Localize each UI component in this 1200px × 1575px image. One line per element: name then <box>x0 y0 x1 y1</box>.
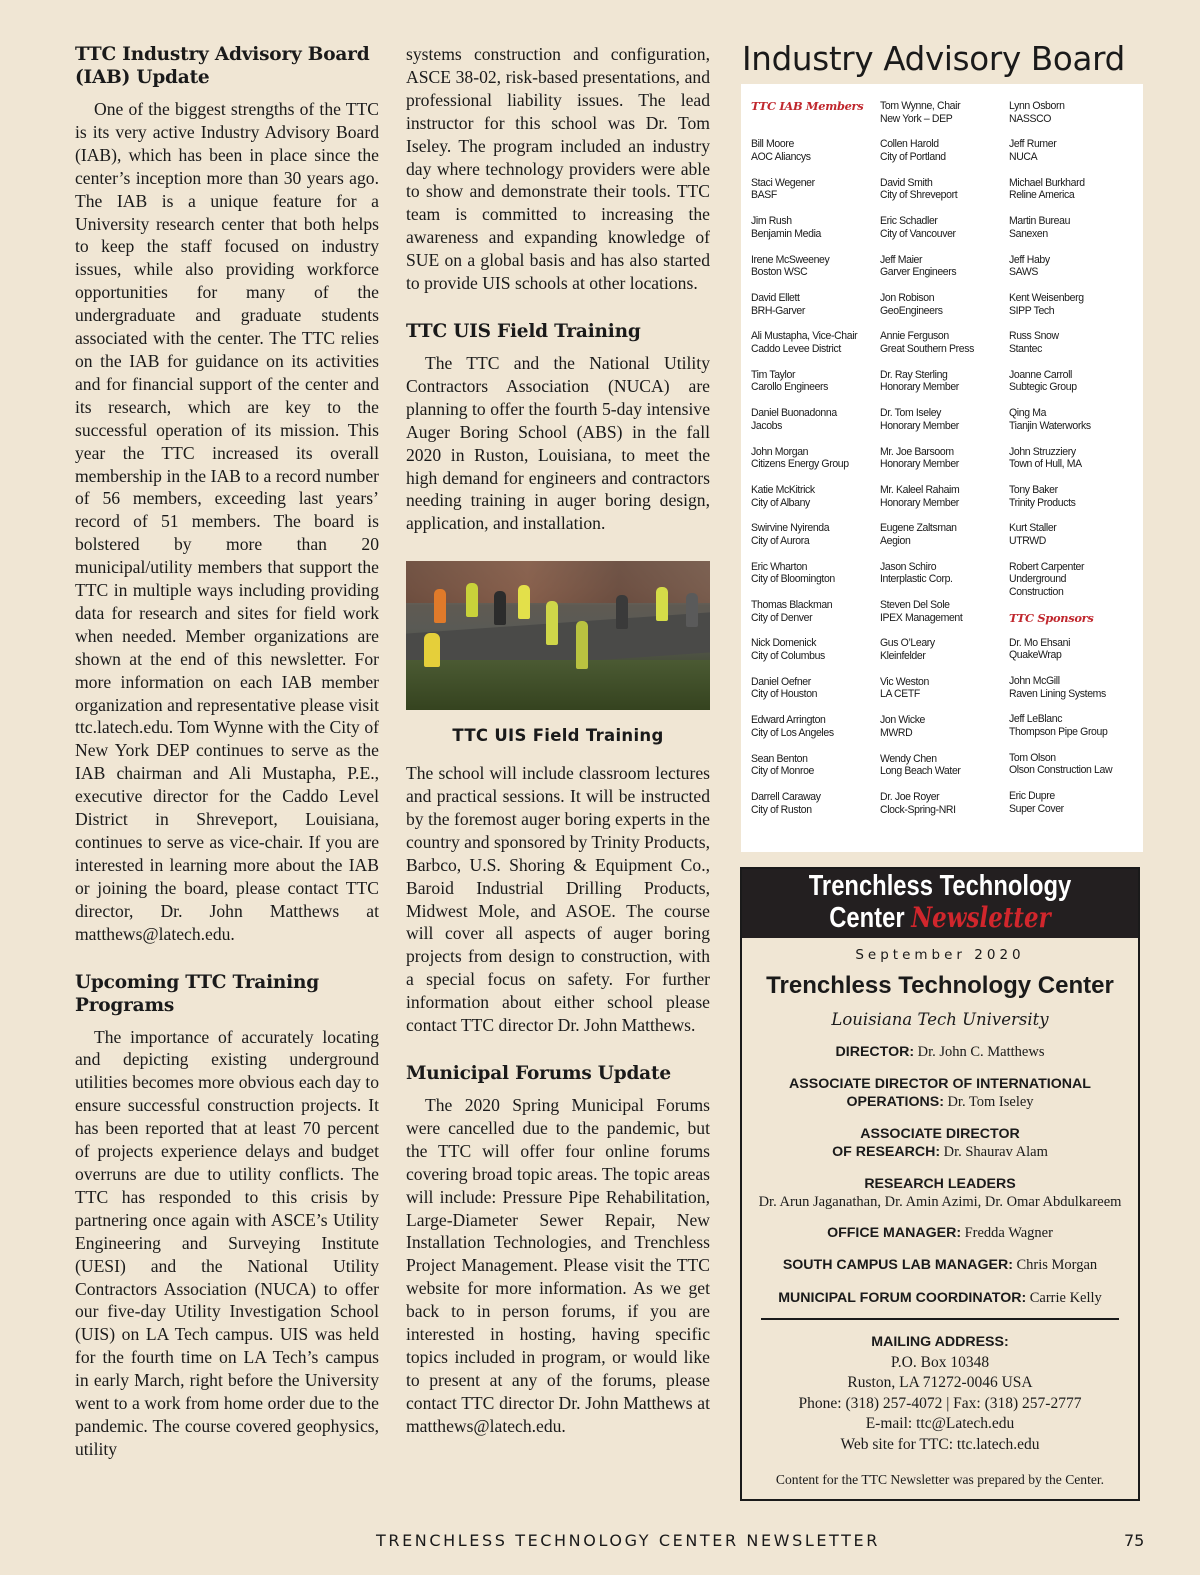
iab-member-entry <box>1009 637 1127 675</box>
left-article-column <box>75 43 379 1461</box>
member-organization: Carollo Engineers <box>751 381 829 394</box>
member-organization: Garver Engineers <box>880 266 957 279</box>
running-title: TRENCHLESS TECHNOLOGY CENTER NEWSLETTER <box>376 1531 880 1550</box>
member-organization: City of Ruston <box>751 803 812 816</box>
iab-member-entry <box>880 215 998 253</box>
iab-member-entry <box>751 714 869 752</box>
iab-member-entry <box>751 446 869 484</box>
member-name: Annie Ferguson <box>880 330 949 343</box>
iab-update-heading: TTC Industry Advisory Board (IAB) Update <box>75 44 370 88</box>
iab-member-entry <box>880 484 998 522</box>
member-organization: City of Shreveport <box>880 189 958 202</box>
iab-member-entry <box>751 254 869 292</box>
iab-member-entry <box>880 292 998 330</box>
office-manager-line: OFFICE MANAGER: Fredda Wagner <box>827 1224 1053 1241</box>
iab-member-entry <box>751 369 869 407</box>
member-organization: BASF <box>751 189 777 202</box>
member-name: David Ellett <box>751 291 800 304</box>
member-organization: Reline America <box>1009 189 1075 202</box>
member-organization: IPEX Management <box>880 611 963 624</box>
member-name: John Struzziery <box>1009 445 1076 458</box>
training-continued-body: systems construction and configuration, ASCE 38-02, risk-based presentations, and professional liability issues. The lead instructor for this school was Dr. Tom Iseley. The program included an industry day where technology providers were able to show and demonstrate their tools. TTC team is committed to increasing the awareness and expanding knowledge of SUE on a global basis and has also started to provide UIS schools at other locations. <box>406 44 710 294</box>
member-organization: Subtegic Group <box>1009 381 1077 394</box>
training-programs-body: The importance of accurately locating and depicting existing underground utilities becomes more obvious each day to ensure successful construction projects. It has been reported that at least 70 percent of projects experience delays and budget overruns are due to utility conflicts. The TTC has responded to this crisis by partnering once again with ASCE’s Utility Engineering and Surveying Institute (UESI) and the National Utility Contractors Association (NUCA) to offer our five-day Utility Investigation School (UIS) on LA Tech campus. UIS was held for the fourth time on LA Tech’s campus in early March, right before the University went to a work from home order due to the pandemic. The course covered geophysics, utility <box>75 1026 379 1459</box>
member-name: Darrell Caraway <box>751 791 821 804</box>
member-name: Eric Dupre <box>1009 790 1055 803</box>
iab-member-entry <box>1009 254 1127 292</box>
member-organization: Honorary Member <box>880 458 959 471</box>
member-name: Dr. Mo Ehsani <box>1009 636 1071 649</box>
member-organization: NASSCO <box>1009 112 1052 125</box>
member-name: Jeff Haby <box>1009 253 1050 266</box>
member-name: Lynn Osborn <box>1009 100 1065 112</box>
iab-member-entry <box>880 561 998 599</box>
member-organization: City of Denver <box>751 611 813 624</box>
email-line: E-mail: ttc@Latech.edu <box>865 1415 1015 1433</box>
iab-member-entry <box>751 407 869 445</box>
member-organization: Town of Hull, MA <box>1009 458 1082 471</box>
member-name: Nick Domenick <box>751 637 817 650</box>
iab-members-box <box>741 84 1143 852</box>
member-organization: Tianjin Waterworks <box>1009 419 1091 432</box>
iab-member-entry <box>1009 790 1127 828</box>
member-organization: City of Aurora <box>751 534 810 547</box>
member-name: Russ Snow <box>1009 330 1059 343</box>
member-name: Daniel Buonadonna <box>751 407 837 420</box>
field-training-heading: TTC UIS Field Training <box>406 320 641 342</box>
member-name: Vic Weston <box>880 675 929 688</box>
member-name: Collen Harold <box>880 138 939 151</box>
member-name: Gus O’Leary <box>880 637 935 650</box>
research-leaders-line: RESEARCH LEADERS Dr. Arun Jaganathan, Dr. Amin Azimi, Dr. Omar Abdulkareem <box>758 1175 1122 1210</box>
training-programs-heading: Upcoming TTC Training Programs <box>75 971 319 1016</box>
newsletter-masthead-box <box>740 867 1140 1501</box>
iab-sponsors-heading: TTC Sponsors <box>1009 610 1094 625</box>
member-name: Ali Mustapha, Vice-Chair <box>751 330 858 343</box>
lab-manager-line: SOUTH CAMPUS LAB MANAGER: Chris Morgan <box>782 1257 1098 1273</box>
mailing-address: MAILING ADDRESS: P.O. Box 10348 Ruston, LA 71272-0046 USA Phone: (318) 257-4072 | Fax: (318) 257-2777 E-mail: ttc@Latech.edu Web site for TTC: ttc.latech.edu <box>746 1332 1134 1456</box>
assoc-intl-line: ASSOCIATE DIRECTOR OF INTERNATIONAL OPERATIONS: Dr. Tom Iseley <box>789 1075 1091 1110</box>
member-organization: Benjamin Media <box>751 227 821 240</box>
iab-member-entry <box>1009 484 1127 522</box>
school-body: The school will include classroom lectures and practical sessions. It will be instructed by the foremost auger boring experts in the country and sponsored by Trinity Products, Barbco, U.S. Shoring & Equipment Co., Baroid Industrial Drilling Products, Midwest Mole, and ASOE. The course will cover all aspects of auger boring projects from design to construction, with a special focus on safety. For further information about either school please contact TTC director Dr. John Matthews. <box>406 763 710 1036</box>
member-name: Tim Taylor <box>751 368 796 381</box>
member-organization: Honorary Member <box>880 419 959 432</box>
newsletter-header-line2: Center Newsletter <box>829 901 1051 934</box>
member-name: David Smith <box>880 176 933 189</box>
member-organization: New York – DEP <box>880 112 953 125</box>
member-name: Jeff Maier <box>880 253 923 266</box>
member-name: Edward Arrington <box>751 714 826 727</box>
university-name: Louisiana Tech University <box>831 1010 1049 1029</box>
director-line: DIRECTOR: Dr. John C. Matthews <box>835 1044 1045 1060</box>
member-name: Eugene Zaltsman <box>880 522 957 535</box>
member-organization: Super Cover <box>1009 802 1064 815</box>
iab-update-body: One of the biggest strengths of the TTC is its very active Industry Advisory Board (IAB), which has been in place since the center’s inception more than 30 years ago. The IAB is a unique feature for a University research center that both helps to keep the staff focused on industry issues, while also providing workforce opportunities for many of the undergraduate and graduate students associated with the center. The TTC relies on the IAB for guidance on its activities and for financial support of the center and its research, which are key to the successful operation of its mission. This year the TTC increased its overall membership in the IAB to a record number of 56 members, exceeding last years’ record of 51 members. The board is bolstered by more than 20 municipal/utility members that support the TTC in multiple ways including providing data for research and sites for field work when needed. Member organizations are shown at the end of this newsletter. For more information on each IAB member organization and representative please visit ttc.latech.edu. Tom Wynne with the City of New York DEP continues to serve as the IAB chairman and Ali Mustapha, P.E., executive director for the Caddo Level District in Shreveport, Louisiana, continues to serve as vice-chair. If you are interested in learning more about the IAB or joining the board, please contact TTC director, Dr. John Matthews at matthews@latech.edu. <box>75 99 379 944</box>
member-organization: MWRD <box>880 726 913 739</box>
member-organization: Jacobs <box>751 419 783 432</box>
iab-member-entry <box>751 561 869 599</box>
iab-member-entry <box>880 753 998 791</box>
member-name: John McGill <box>1009 675 1060 688</box>
member-organization: LA CETF <box>880 688 920 701</box>
municipal-forums-body: The 2020 Spring Municipal Forums were cancelled due to the pandemic, but the TTC will offer four online forums covering broad topic areas. The topic areas will include: Pressure Pipe Rehabilitation, Large-Diameter Sewer Repair, New Installation Technologies, and Trenchless Project Management. Please visit the TTC website for more information. As we get back to in person forums, if you are interested in hosting, having specific topics included in program, or would like to present at any of the forums, please contact TTC director Dr. John Matthews at matthews@latech.edu. <box>406 1095 710 1436</box>
iab-member-entry <box>751 138 869 176</box>
member-name: Eric Schadler <box>880 215 938 228</box>
iab-column-1 <box>751 100 879 829</box>
member-organization: Aegion <box>880 534 911 547</box>
member-name: Dr. Joe Royer <box>880 791 940 804</box>
divider <box>761 1318 1119 1320</box>
member-organization: SIPP Tech <box>1009 304 1055 317</box>
member-name: Staci Wegener <box>751 176 815 189</box>
member-organization: City of Albany <box>751 496 810 509</box>
iab-column-3 <box>1009 100 1137 829</box>
iab-member-entry <box>880 676 998 714</box>
field-training-photo <box>406 561 710 710</box>
member-name: Robert Carpenter <box>1009 560 1085 573</box>
member-organization: Underground <box>1009 573 1067 586</box>
iab-member-entry <box>751 484 869 522</box>
member-organization: City of Monroe <box>751 765 814 778</box>
iab-member-entry <box>880 407 998 445</box>
iab-member-entry <box>751 522 869 560</box>
page-number: 75 <box>1124 1531 1145 1550</box>
iab-member-entry <box>751 791 869 829</box>
member-organization: Caddo Levee District <box>751 342 841 355</box>
member-organization: AOC Aliancys <box>751 150 811 163</box>
member-name: Bill Moore <box>751 138 794 151</box>
iab-column-2 <box>880 100 1008 829</box>
field-training-body: The TTC and the National Utility Contractors Association (NUCA) are planning to offer the fourth 5-day intensive Auger Boring School (ABS) in the fall 2020 in Ruston, Louisiana, to meet the high demand for engineers and contractors needing training in auger boring design, application, and installation. <box>406 352 710 534</box>
member-name: Michael Burkhard <box>1009 176 1085 189</box>
iab-member-entry <box>751 676 869 714</box>
iab-member-entry <box>1009 752 1127 790</box>
member-name: Jon Wicke <box>880 714 926 727</box>
middle-article-column <box>406 43 710 1438</box>
municipal-forums-heading: Municipal Forums Update <box>406 1063 671 1084</box>
member-organization: Great Southern Press <box>880 342 974 355</box>
member-organization: UTRWD <box>1009 534 1046 547</box>
member-name: Martin Bureau <box>1009 215 1071 228</box>
forum-coordinator-line: MUNICIPAL FORUM COORDINATOR: Carrie Kelly <box>778 1289 1102 1306</box>
iab-member-entry <box>880 714 998 752</box>
member-name: Katie McKitrick <box>751 483 815 496</box>
member-name: Kurt Staller <box>1009 522 1057 535</box>
iab-member-entry <box>880 100 998 138</box>
member-name: Tom Wynne, Chair <box>880 100 961 112</box>
member-name: Jeff Rumer <box>1009 138 1057 151</box>
member-organization: Interplastic Corp. <box>880 573 953 586</box>
iab-member-entry <box>1009 138 1127 176</box>
member-organization: Olson Construction Law <box>1009 764 1113 777</box>
member-name: Jason Schiro <box>880 560 937 573</box>
iab-member-entry <box>751 177 869 215</box>
iab-member-entry <box>1009 177 1127 215</box>
member-name: Mr. Joe Barsoom <box>880 445 954 458</box>
city-line: Ruston, LA 71272-0046 USA <box>847 1374 1033 1392</box>
iab-member-entry <box>880 369 998 407</box>
member-organization: City of Columbus <box>751 650 825 663</box>
member-name: John Morgan <box>751 445 809 458</box>
phone-line: Phone: (318) 257-4072 | Fax: (318) 257-2777 <box>798 1394 1082 1412</box>
member-organization: Stantec <box>1009 342 1042 355</box>
member-name: Thomas Blackman <box>751 599 833 612</box>
member-organization: City of Vancouver <box>880 227 956 240</box>
center-title: Trenchless Technology Center <box>766 972 1114 999</box>
member-name: Tony Baker <box>1009 483 1058 496</box>
member-name: Mr. Kaleel Rahaim <box>880 483 960 496</box>
member-organization: Raven Lining Systems <box>1009 687 1106 700</box>
iab-members-heading: TTC IAB Members <box>751 99 864 113</box>
iab-member-entry <box>880 330 998 368</box>
iab-member-entry <box>1009 215 1127 253</box>
member-organization: Citizens Energy Group <box>751 458 849 471</box>
iab-member-entry <box>751 637 869 675</box>
issue-date: September 2020 <box>855 947 1025 963</box>
member-organization: Thompson Pipe Group <box>1009 726 1108 739</box>
member-name: Kent Weisenberg <box>1009 291 1084 304</box>
newsletter-word: Newsletter <box>911 901 1051 934</box>
iab-title: Industry Advisory Board <box>742 40 1125 78</box>
iab-member-entry <box>1009 675 1127 713</box>
member-organization: City of Los Angeles <box>751 726 834 739</box>
iab-member-entry <box>880 138 998 176</box>
member-organization: GeoEngineers <box>880 304 943 317</box>
assoc-research-line: ASSOCIATE DIRECTOR OF RESEARCH: Dr. Shaurav Alam <box>832 1125 1048 1160</box>
iab-member-entry <box>751 599 869 637</box>
member-name: Swirvine Nyirenda <box>751 522 830 535</box>
member-organization: Clock-Spring-NRI <box>880 803 956 816</box>
newsletter-header-line1: Trenchless Technology <box>808 870 1072 902</box>
newsletter-header <box>742 869 1138 938</box>
iab-member-entry <box>880 522 998 560</box>
iab-member-entry <box>1009 100 1127 138</box>
member-name: Irene McSweeney <box>751 253 830 266</box>
member-name: Jon Robison <box>880 291 935 304</box>
member-organization: NUCA <box>1009 150 1038 163</box>
member-organization: SAWS <box>1009 266 1039 279</box>
iab-member-entry <box>880 446 998 484</box>
member-organization: Boston WSC <box>751 266 808 279</box>
member-organization: Construction <box>1009 585 1064 598</box>
iab-member-entry <box>880 254 998 292</box>
iab-member-entry <box>1009 407 1127 445</box>
member-organization: Sanexen <box>1009 227 1048 240</box>
iab-member-entry <box>1009 369 1127 407</box>
member-name: Jim Rush <box>751 215 792 228</box>
member-organization: City of Houston <box>751 688 818 701</box>
member-name: Qing Ma <box>1009 407 1047 420</box>
iab-member-entry <box>1009 713 1127 751</box>
iab-member-entry <box>751 753 869 791</box>
iab-member-entry <box>1009 446 1127 484</box>
member-organization: City of Bloomington <box>751 573 835 586</box>
iab-member-entry <box>1009 561 1127 612</box>
content-credit: Content for the TTC Newsletter was prepared by the Center. <box>775 1471 1105 1487</box>
iab-member-entry <box>880 177 998 215</box>
member-name: Jeff LeBlanc <box>1009 713 1063 726</box>
iab-member-entry <box>751 292 869 330</box>
member-name: Wendy Chen <box>880 752 937 765</box>
member-name: Joanne Carroll <box>1009 368 1073 381</box>
iab-member-entry <box>1009 330 1127 368</box>
iab-member-entry <box>880 637 998 675</box>
member-organization: City of Portland <box>880 150 946 163</box>
po-box: P.O. Box 10348 <box>890 1353 990 1371</box>
member-organization: BRH-Garver <box>751 304 805 317</box>
member-name: Daniel Oefner <box>751 675 811 688</box>
member-name: Dr. Ray Sterling <box>880 368 948 381</box>
iab-member-entry <box>880 791 998 829</box>
member-organization: Trinity Products <box>1009 496 1076 509</box>
member-name: Dr. Tom Iseley <box>880 407 942 420</box>
member-organization: Kleinfelder <box>880 650 926 663</box>
member-organization: Long Beach Water <box>880 765 961 778</box>
member-name: Eric Wharton <box>751 560 808 573</box>
iab-member-entry <box>880 599 998 637</box>
iab-member-entry <box>1009 292 1127 330</box>
member-name: Sean Benton <box>751 752 808 765</box>
iab-member-entry <box>751 215 869 253</box>
member-organization: Honorary Member <box>880 496 959 509</box>
member-organization: QuakeWrap <box>1009 649 1062 662</box>
member-name: Tom Olson <box>1009 751 1056 764</box>
website-line: Web site for TTC: ttc.latech.edu <box>840 1435 1040 1453</box>
photo-caption: TTC UIS Field Training <box>452 726 664 746</box>
iab-member-entry <box>1009 522 1127 560</box>
member-name: Steven Del Sole <box>880 599 950 612</box>
iab-member-entry <box>751 330 869 368</box>
member-organization: Honorary Member <box>880 381 959 394</box>
